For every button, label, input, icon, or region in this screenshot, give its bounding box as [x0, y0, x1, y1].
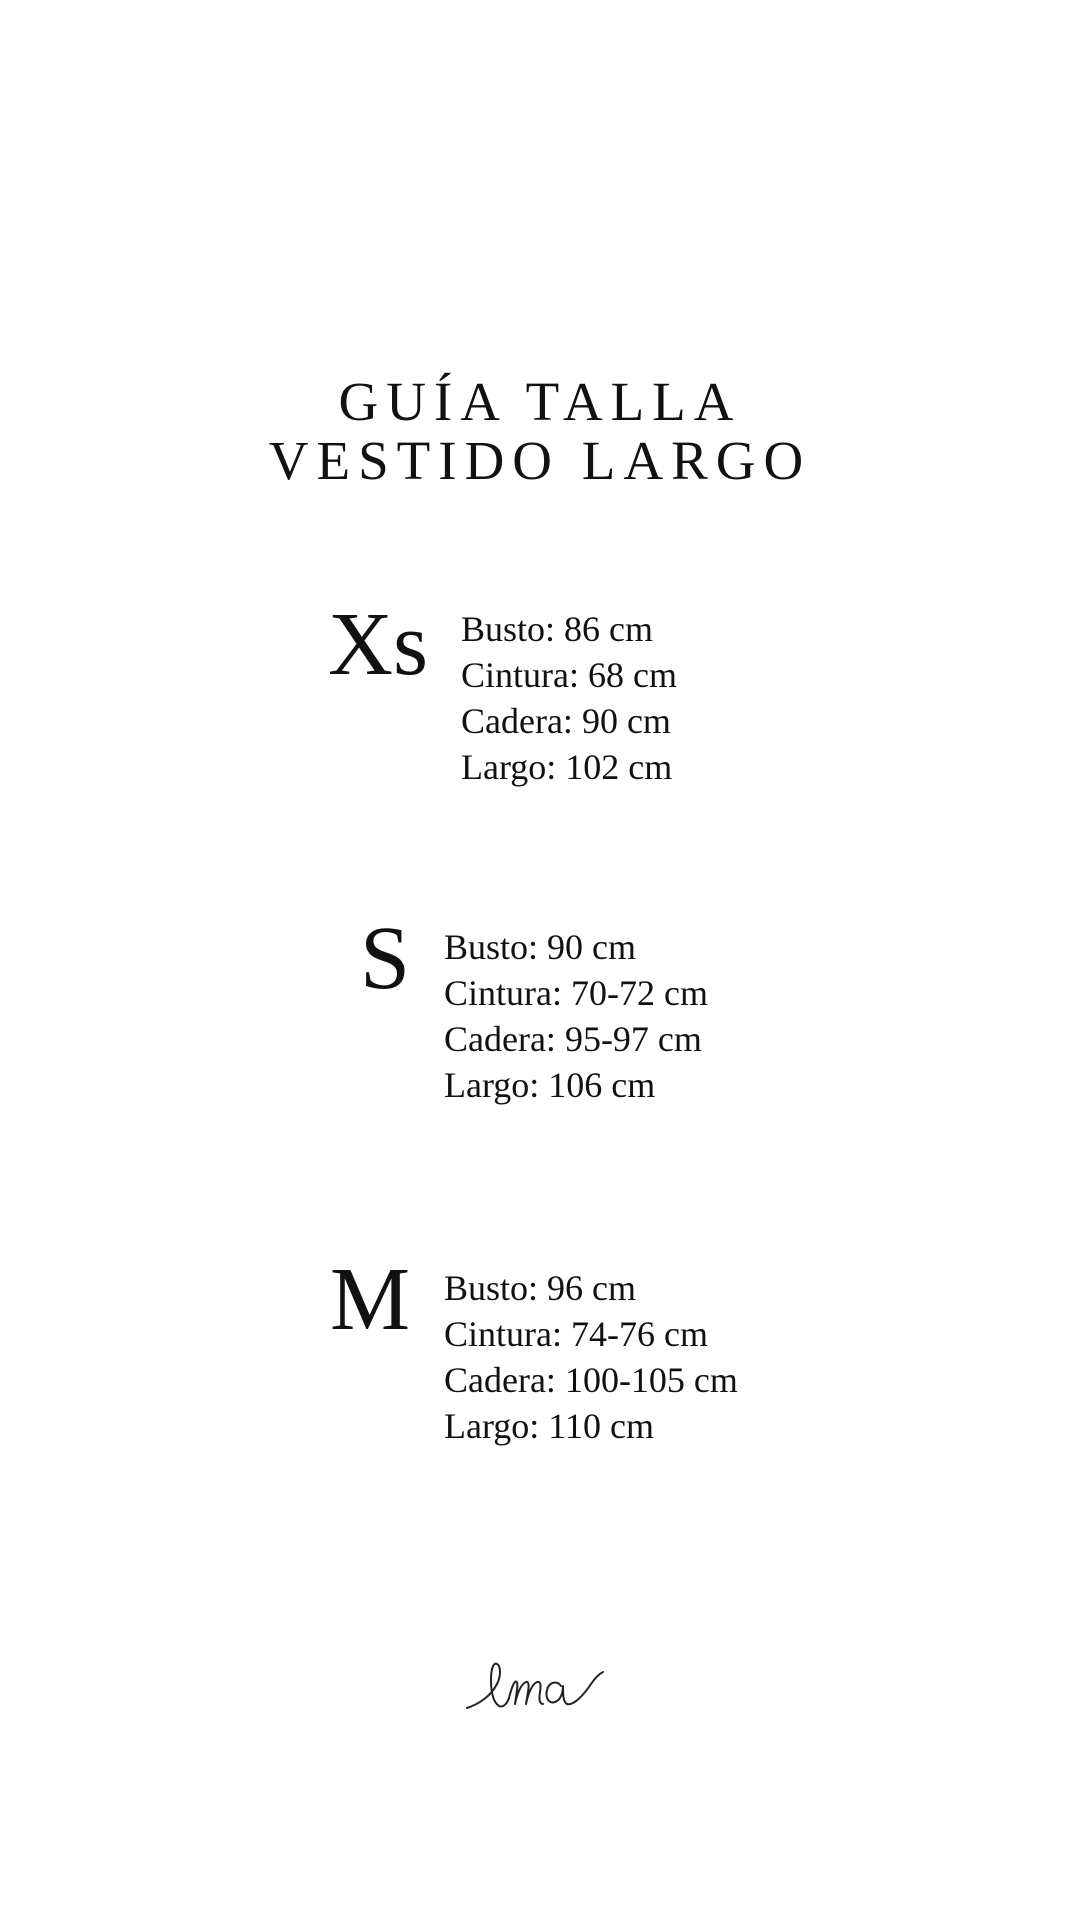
- measure-busto: Busto: 86 cm: [461, 609, 654, 649]
- page-title-line-2: VESTIDO LARGO: [268, 430, 812, 491]
- size-label: Xs: [327, 595, 428, 694]
- measure-largo: Largo: 106 cm: [444, 1065, 656, 1105]
- measure-largo: Largo: 102 cm: [461, 747, 673, 787]
- signature-logo-icon: [465, 1650, 615, 1730]
- measure-busto: Busto: 96 cm: [444, 1268, 637, 1308]
- measurements-list: [444, 924, 708, 1108]
- measure-cadera: Cadera: 100-105 cm: [444, 1360, 738, 1400]
- measure-cintura: Cintura: 74-76 cm: [444, 1314, 708, 1354]
- page-title-line-1: GUÍA TALLA: [338, 371, 742, 432]
- measure-cadera: Cadera: 95-97 cm: [444, 1019, 702, 1059]
- measurements-list: [461, 606, 677, 790]
- measure-cintura: Cintura: 68 cm: [461, 655, 677, 695]
- size-label: M: [329, 1250, 410, 1349]
- measure-cintura: Cintura: 70-72 cm: [444, 973, 708, 1013]
- measure-busto: Busto: 90 cm: [444, 927, 637, 967]
- measure-largo: Largo: 110 cm: [444, 1406, 654, 1446]
- measurements-list: [444, 1265, 738, 1449]
- size-label: S: [359, 909, 410, 1008]
- measure-cadera: Cadera: 90 cm: [461, 701, 671, 741]
